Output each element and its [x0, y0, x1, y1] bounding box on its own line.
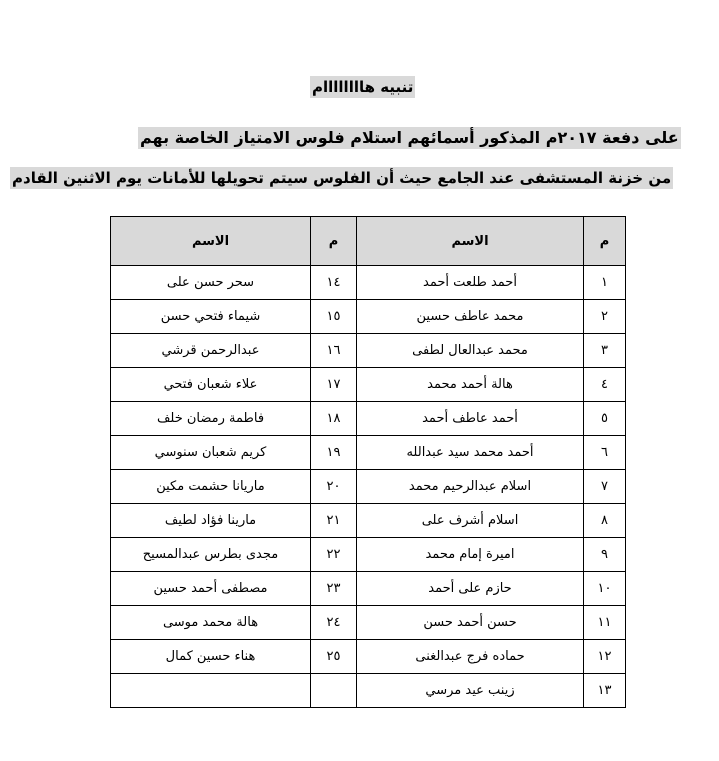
table-row [111, 368, 626, 402]
row-name-2: فاطمة رمضان خلف [111, 402, 311, 436]
row-name: اسلام أشرف على [357, 504, 584, 538]
row-name-2: علاء شعبان فتحي [111, 368, 311, 402]
row-name: أحمد عاطف أحمد [357, 402, 584, 436]
table-row [111, 334, 626, 368]
row-name-2: مصطفى أحمد حسين [111, 572, 311, 606]
row-number: ٦ [584, 436, 626, 470]
row-name: زينب عيد مرسي [357, 674, 584, 708]
row-name: محمد عبدالعال لطفى [357, 334, 584, 368]
row-number-2: ٢٠ [311, 470, 357, 504]
notice-title: تنبيه هاااااااام [312, 78, 414, 96]
header-num-2: م [311, 217, 357, 266]
names-table [110, 216, 626, 708]
row-name-2 [111, 674, 311, 708]
table-row [111, 470, 626, 504]
row-number: ٣ [584, 334, 626, 368]
row-number: ٩ [584, 538, 626, 572]
row-name: اميرة إمام محمد [357, 538, 584, 572]
table-row [111, 606, 626, 640]
table-row [111, 436, 626, 470]
table-row [111, 300, 626, 334]
row-number-2: ١٧ [311, 368, 357, 402]
table-row [111, 640, 626, 674]
row-number-2: ١٦ [311, 334, 357, 368]
notice-line-2: من خزنة المستشفى عند الجامع حيث أن الفلوس سيتم تحويلها للأمانات يوم الاثنين القادم [12, 169, 672, 187]
row-number: ٧ [584, 470, 626, 504]
row-name: حماده فرج عبدالغنى [357, 640, 584, 674]
row-number: ٥ [584, 402, 626, 436]
row-number: ١٠ [584, 572, 626, 606]
table-header-row [111, 217, 626, 266]
table-row [111, 674, 626, 708]
row-number-2: ٢٢ [311, 538, 357, 572]
row-name-2: مارينا فؤاد لطيف [111, 504, 311, 538]
row-number: ١٣ [584, 674, 626, 708]
row-name-2: شيماء فتحي حسن [111, 300, 311, 334]
row-number: ١ [584, 266, 626, 300]
row-name: أحمد طلعت أحمد [357, 266, 584, 300]
row-name-2: مجدى بطرس عبدالمسيح [111, 538, 311, 572]
table-row [111, 538, 626, 572]
row-number: ٨ [584, 504, 626, 538]
row-name: أحمد محمد سيد عبدالله [357, 436, 584, 470]
row-name-2: كريم شعبان سنوسي [111, 436, 311, 470]
header-name: الاسم [357, 217, 584, 266]
row-number: ٢ [584, 300, 626, 334]
header-name-2: الاسم [111, 217, 311, 266]
row-name: محمد عاطف حسين [357, 300, 584, 334]
row-number-2: ٢٣ [311, 572, 357, 606]
header-num: م [584, 217, 626, 266]
notice-line-1: على دفعة ٢٠١٧م المذكور أسمائهم استلام فلوس الامتياز الخاصة بهم [140, 128, 679, 147]
table-row [111, 572, 626, 606]
row-number: ٤ [584, 368, 626, 402]
row-number-2: ٢٥ [311, 640, 357, 674]
row-name-2: هالة محمد موسى [111, 606, 311, 640]
row-name-2: ماريانا حشمت مكين [111, 470, 311, 504]
row-name-2: هناء حسين كمال [111, 640, 311, 674]
row-number-2: ٢٤ [311, 606, 357, 640]
row-name-2: سحر حسن على [111, 266, 311, 300]
table-row [111, 504, 626, 538]
row-number-2: ١٩ [311, 436, 357, 470]
table-row [111, 266, 626, 300]
row-number-2: ١٨ [311, 402, 357, 436]
row-name: اسلام عبدالرحيم محمد [357, 470, 584, 504]
table-body [111, 266, 626, 708]
row-name: حازم على أحمد [357, 572, 584, 606]
row-name: حسن أحمد حسن [357, 606, 584, 640]
row-name: هالة أحمد محمد [357, 368, 584, 402]
row-number-2: ١٤ [311, 266, 357, 300]
row-number: ١١ [584, 606, 626, 640]
row-number-2 [311, 674, 357, 708]
row-number: ١٢ [584, 640, 626, 674]
row-number-2: ١٥ [311, 300, 357, 334]
row-number-2: ٢١ [311, 504, 357, 538]
table-row [111, 402, 626, 436]
row-name-2: عبدالرحمن قرشي [111, 334, 311, 368]
